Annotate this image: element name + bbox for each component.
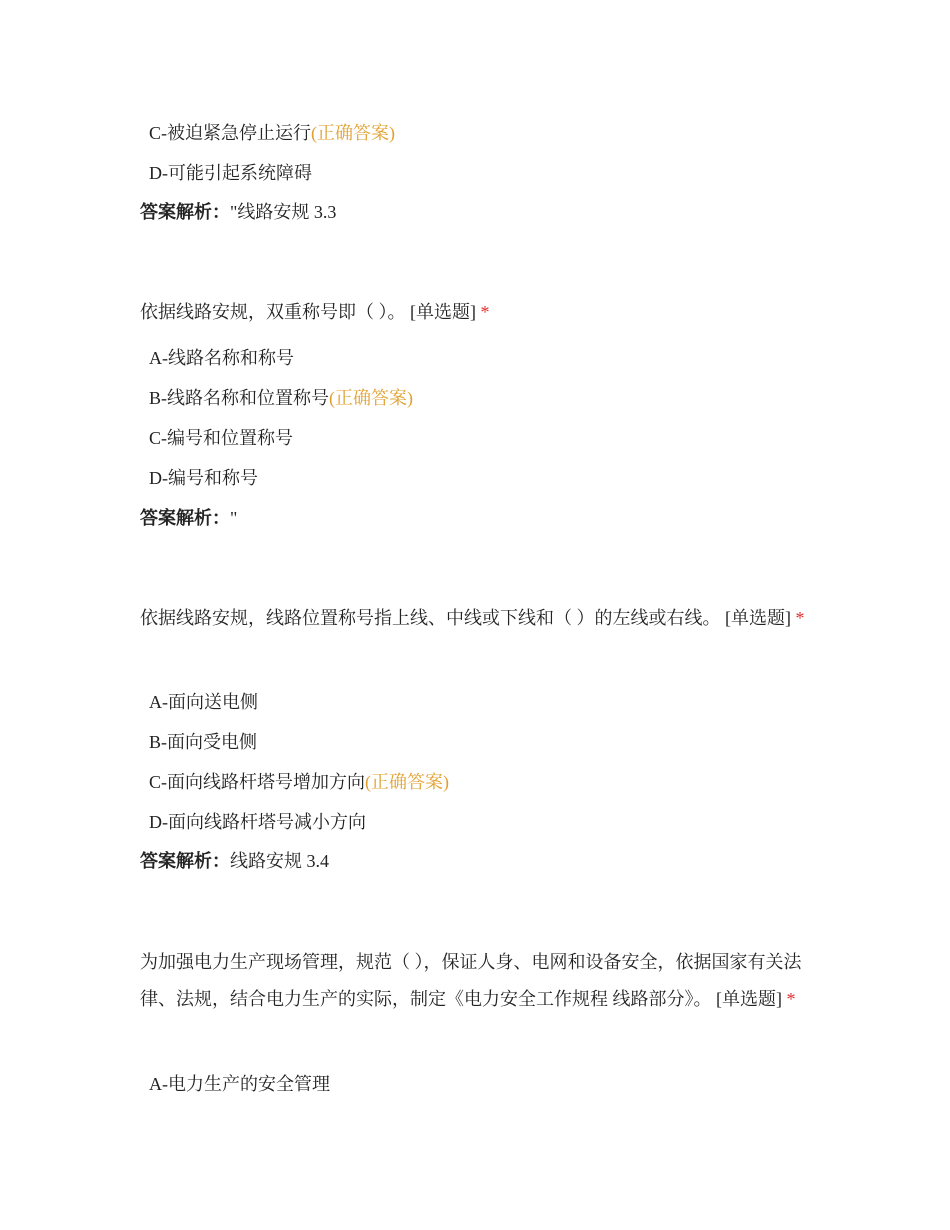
question-text: 依据线路安规，线路位置称号指上线、中线或下线和（ ）的左线或右线。 [单选题] *: [140, 608, 805, 628]
option-c: C-编号和位置称号: [149, 428, 293, 448]
option-a: A-面向送电侧: [149, 692, 258, 712]
option-a: A-电力生产的安全管理: [149, 1074, 330, 1094]
option-d: D-面向线路杆塔号减小方向: [149, 812, 366, 832]
option-c: C-被迫紧急停止运行(正确答案): [149, 123, 395, 143]
analysis-text: ": [230, 508, 238, 528]
option-d: D-可能引起系统障碍: [149, 163, 312, 183]
option-d: D-编号和称号: [149, 468, 258, 488]
required-mark: *: [786, 989, 796, 1009]
question-text: 为加强电力生产现场管理，规范（ ），保证人身、电网和设备安全，依据国家有关法律、法规，结合电力生产的实际，制定《电力安全工作规程 线路部分》。 [单选题] *: [140, 952, 802, 1009]
answer-analysis: [140, 203, 336, 221]
answer-analysis: [140, 852, 329, 870]
answer-analysis: [140, 509, 237, 527]
analysis-label: 答案解析：: [140, 202, 230, 222]
required-mark: *: [795, 608, 805, 628]
correct-answer-mark: (正确答案): [329, 388, 413, 408]
option-b: B-线路名称和位置称号(正确答案): [149, 388, 413, 408]
analysis-text: "线路安规 3.3: [230, 202, 337, 222]
analysis-label: 答案解析：: [140, 508, 230, 528]
analysis-label: 答案解析：: [140, 851, 230, 871]
option-c: C-面向线路杆塔号增加方向(正确答案): [149, 772, 449, 792]
option-b: B-面向受电侧: [149, 732, 257, 752]
analysis-text: 线路安规 3.4: [230, 851, 329, 871]
correct-answer-mark: (正确答案): [365, 772, 449, 792]
question-text: 依据线路安规，双重称号即（ ）。 [单选题] *: [140, 302, 490, 322]
correct-answer-mark: (正确答案): [311, 123, 395, 143]
option-a: A-线路名称和称号: [149, 348, 294, 368]
required-mark: *: [480, 302, 490, 322]
